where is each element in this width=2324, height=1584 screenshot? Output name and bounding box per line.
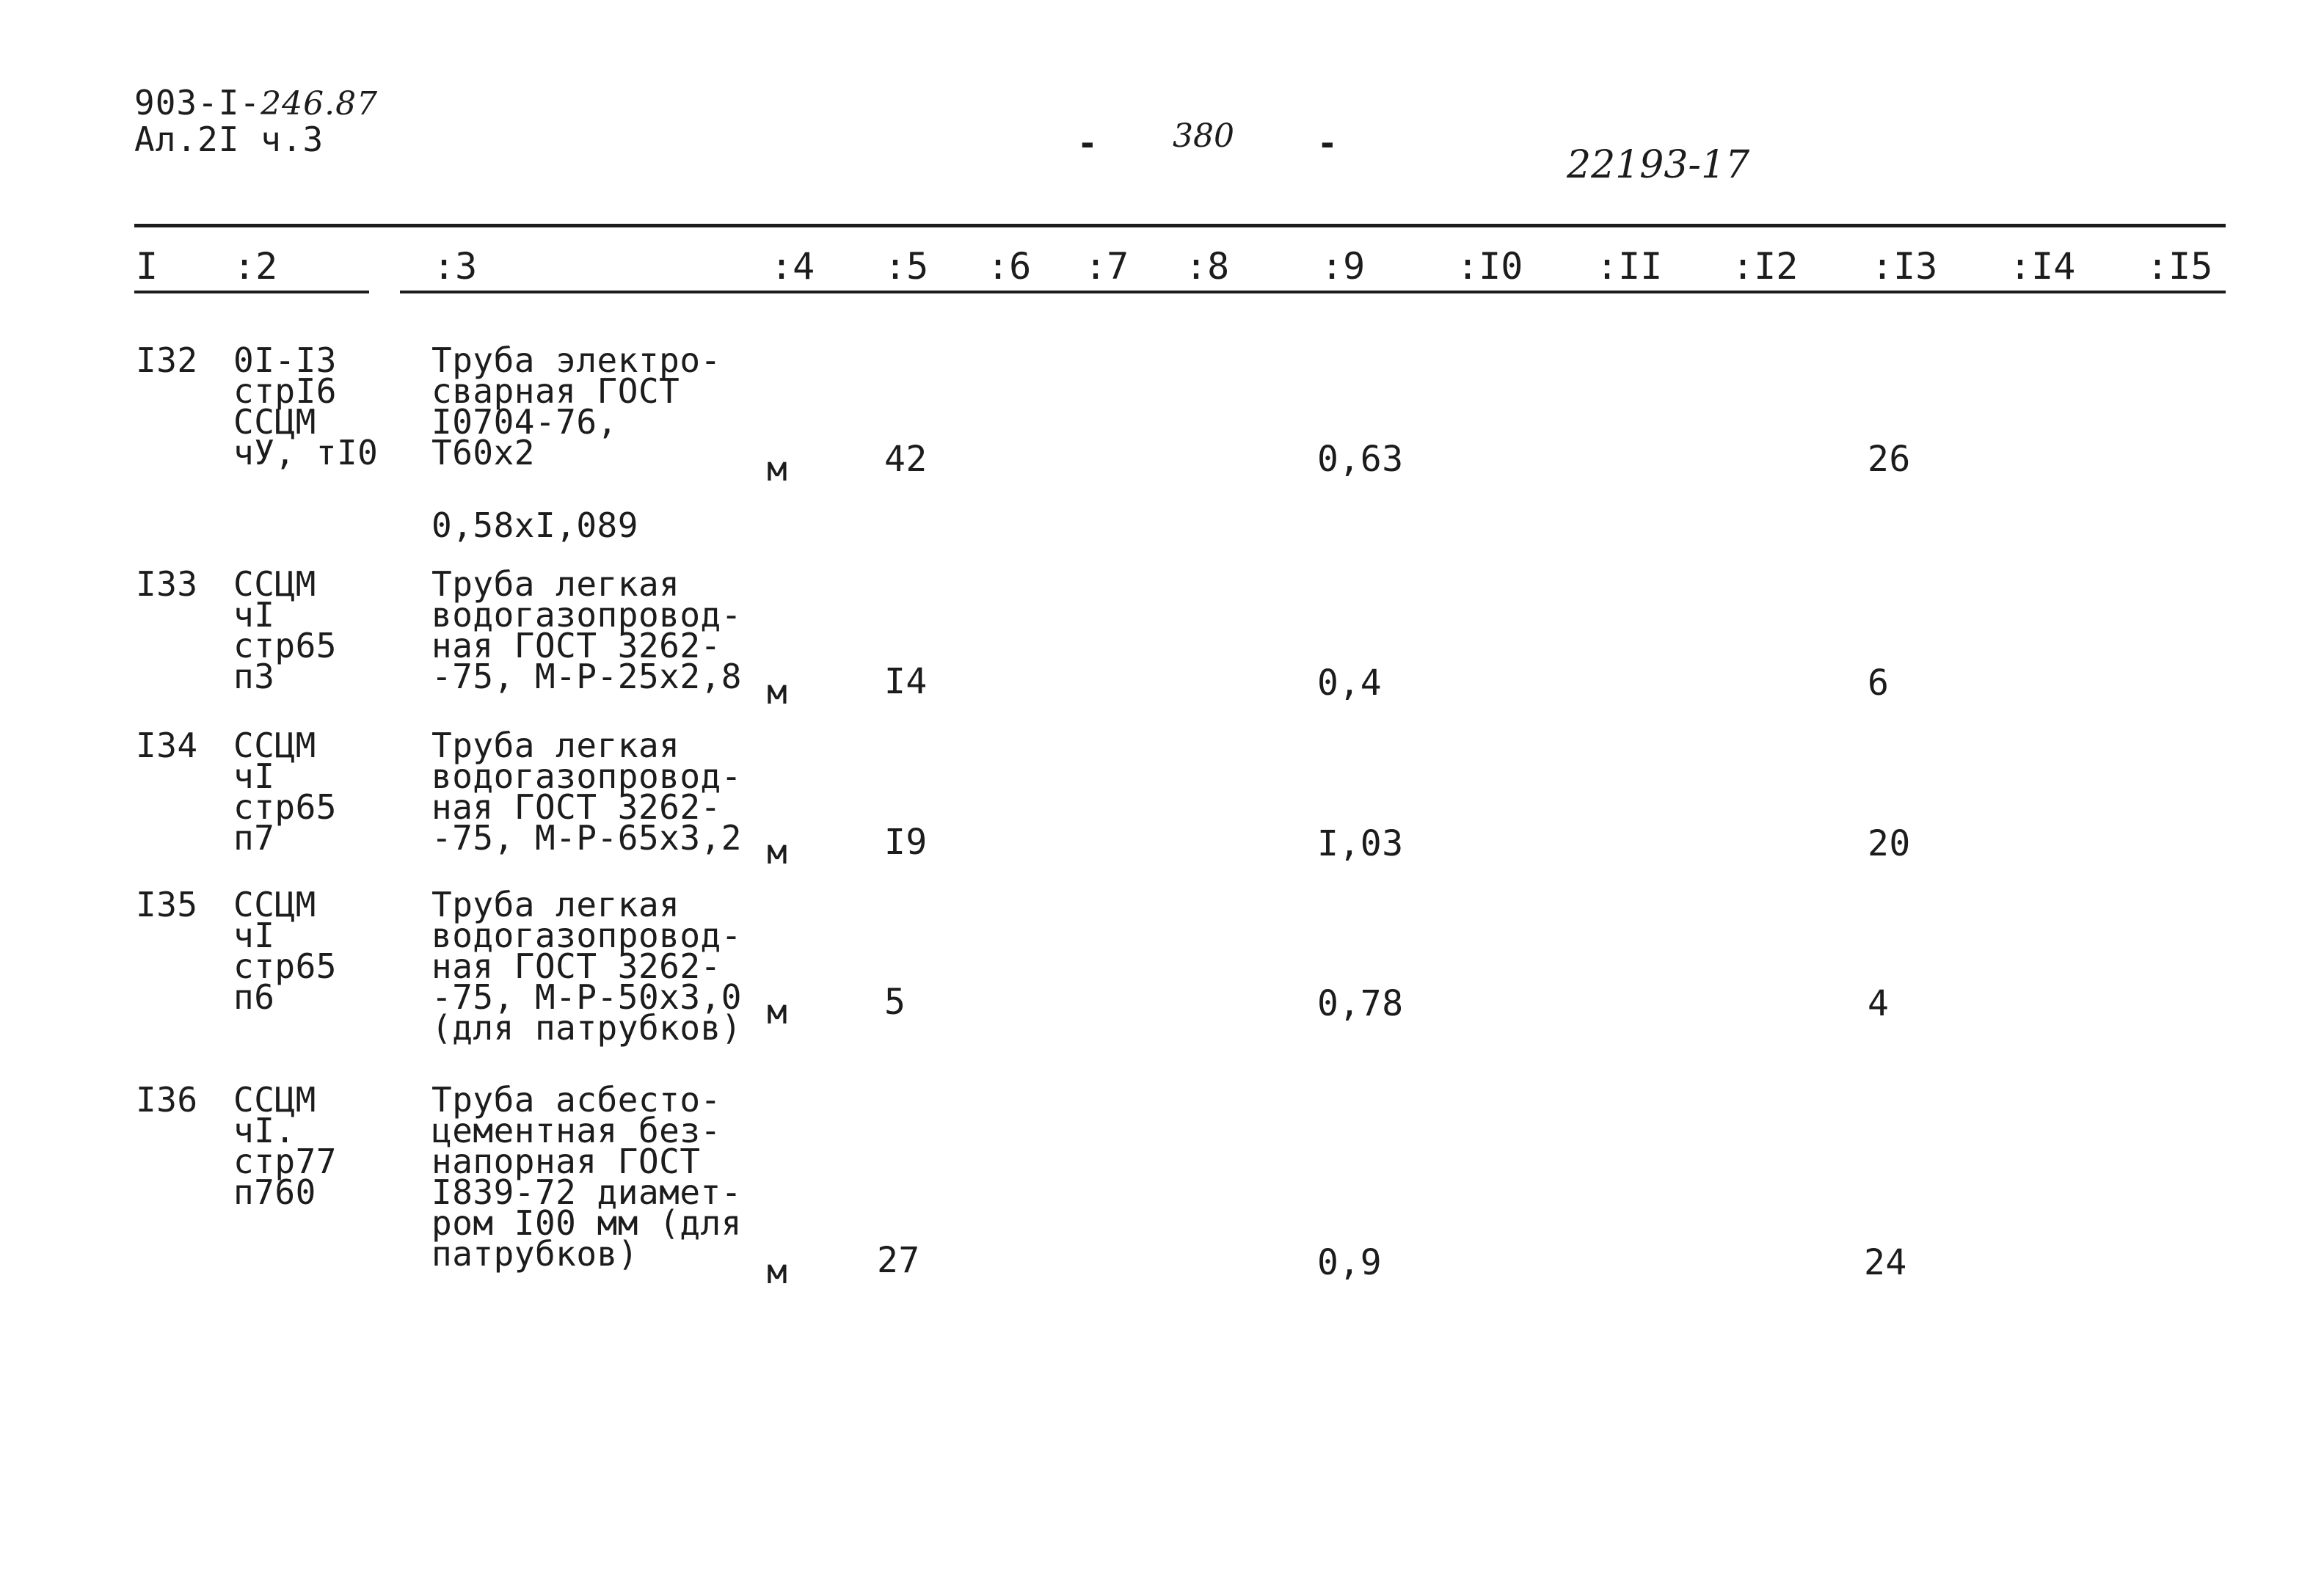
col-header-14: :I4 xyxy=(2009,245,2076,288)
table-row-num: I32 xyxy=(136,340,198,380)
col-header-10: :I0 xyxy=(1457,245,1523,288)
table-row-col13: 20 xyxy=(1868,823,1911,864)
col-header-9: :9 xyxy=(1321,245,1366,288)
table-row-ref: ССЦМ чI стр65 п7 xyxy=(233,726,337,858)
col-header-8: :8 xyxy=(1185,245,1230,288)
page-number: 380 xyxy=(1173,117,1234,155)
album-label: Ал.2I ч.3 xyxy=(134,120,324,159)
table-row-qty: 27 xyxy=(877,1240,920,1281)
table-row-desc-extra: 0,58хI,089 xyxy=(431,506,638,545)
table-row-desc: Труба электро- сварная ГОСТ I0704-76, Т60х2 xyxy=(431,340,721,472)
table-row-qty: 5 xyxy=(884,982,906,1023)
table-row-desc: Труба легкая водогазопровод- ная ГОСТ 3262- -75, М-Р-50х3,0 (для патрубков) xyxy=(431,885,742,1048)
page-dash-left: - xyxy=(1077,123,1099,163)
table-row-unit: м xyxy=(767,449,788,489)
table-row-ref: ССЦМ чI стр65 п6 xyxy=(233,885,337,1017)
table-row-qty: I4 xyxy=(884,661,928,702)
table-row-col13: 6 xyxy=(1868,663,1890,704)
table-row-num: I35 xyxy=(136,885,198,924)
header-underline-1 xyxy=(134,291,369,293)
table-row-num: I34 xyxy=(136,726,198,765)
document-code-handwritten: 246.87 xyxy=(261,85,379,123)
table-row-desc: Труба легкая водогазопровод- ная ГОСТ 3262- -75, М-Р-25х2,8 xyxy=(431,564,742,696)
table-row-desc: Труба легкая водогазопровод- ная ГОСТ 3262- -75, М-Р-65х3,2 xyxy=(431,726,742,858)
page-dash-right: - xyxy=(1317,123,1338,163)
table-row-col9: 0,63 xyxy=(1317,439,1404,480)
table-row-unit: м xyxy=(767,992,788,1032)
header-underline-2 xyxy=(400,291,1805,293)
col-header-5: :5 xyxy=(884,245,929,288)
table-row-col9: I,03 xyxy=(1317,823,1404,864)
table-row-desc: Труба асбесто- цементная без- напорная ГОСТ I839-72 диамет- ром I00 мм (для патрубков) xyxy=(431,1080,742,1274)
col-header-13: :I3 xyxy=(1871,245,1938,288)
table-top-rule xyxy=(134,224,2226,227)
table-row-ref: ССЦМ чI. стр77 п760 xyxy=(233,1080,337,1212)
table-row-col9: 0,78 xyxy=(1317,983,1404,1024)
col-header-12: :I2 xyxy=(1732,245,1799,288)
header-underline-3 xyxy=(1805,291,2226,293)
table-row-num: I33 xyxy=(136,564,198,604)
table-row-unit: м xyxy=(767,672,788,712)
table-row-unit: м xyxy=(767,1252,788,1291)
col-header-1: I xyxy=(136,245,159,288)
table-row-qty: 42 xyxy=(884,439,928,480)
table-row-col13: 24 xyxy=(1864,1242,1907,1283)
table-row-col13: 4 xyxy=(1868,983,1890,1024)
col-header-2: :2 xyxy=(233,245,278,288)
col-header-6: :6 xyxy=(987,245,1032,288)
col-header-4: :4 xyxy=(771,245,815,288)
table-row-qty: I9 xyxy=(884,822,928,863)
col-header-3: :3 xyxy=(433,245,478,288)
document-code-text: 903-I- xyxy=(134,83,261,123)
table-row-unit: м xyxy=(767,832,788,872)
table-row-num: I36 xyxy=(136,1080,198,1120)
table-row-ref: ССЦМ чI стр65 п3 xyxy=(233,564,337,696)
table-row-col9: 0,9 xyxy=(1317,1242,1383,1283)
table-row-ref: 0I-I3 стрI6 ССЦМ чУ, тI0 xyxy=(233,340,379,472)
document-code xyxy=(134,84,378,123)
table-row-col13: 26 xyxy=(1868,439,1911,480)
archive-stamp-number: 22193-17 xyxy=(1567,143,1750,187)
col-header-15: :I5 xyxy=(2146,245,2213,288)
col-header-11: :II xyxy=(1596,245,1663,288)
col-header-7: :7 xyxy=(1085,245,1129,288)
table-row-col9: 0,4 xyxy=(1317,663,1383,704)
